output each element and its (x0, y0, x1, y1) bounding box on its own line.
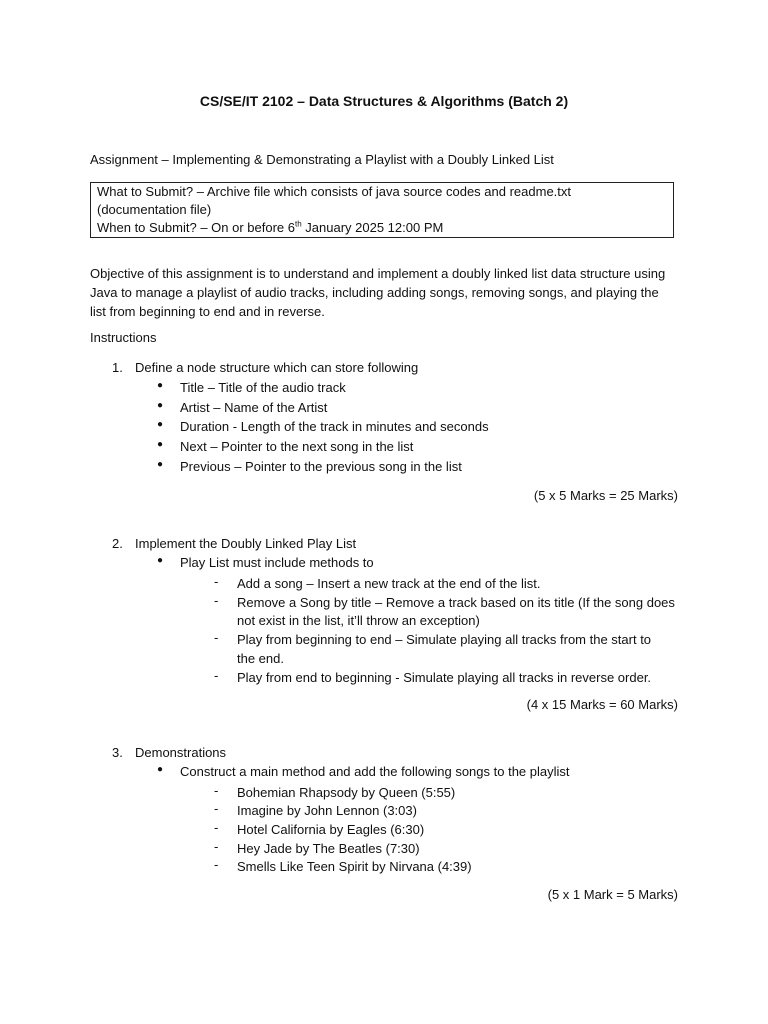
list-item: - Bohemian Rhapsody by Queen (5:55) (214, 783, 456, 800)
dash-icon: - (214, 801, 219, 816)
what-to-submit-line-2: (documentation file) (97, 202, 212, 217)
what-to-submit-line: What to Submit? – Archive file which consists of java source codes and readme.txt (97, 184, 572, 199)
bullet-icon: ● (157, 419, 164, 430)
dash-icon: - (214, 820, 219, 835)
list-item: - Play from end to beginning - Simulate playing all tracks in reverse order. (214, 668, 652, 685)
section-2-marks: (4 x 15 Marks = 60 Marks) (526, 697, 678, 712)
course-title: CS/SE/IT 2102 – Data Structures & Algorithms (Batch 2) (199, 93, 569, 109)
list-item: - Smells Like Teen Spirit by Nirvana (4:39) (214, 857, 472, 874)
list-item: - Hey Jade by The Beatles (7:30) (214, 839, 420, 856)
bullet-icon: ● (157, 764, 164, 775)
section-3-marks: (5 x 1 Mark = 5 Marks) (547, 887, 678, 902)
bullet-icon: ● (157, 439, 164, 450)
dash-icon: - (214, 668, 219, 683)
submission-box (90, 182, 674, 238)
list-item: ● Title – Title of the audio track (157, 380, 346, 395)
list-item: ● Play List must include methods to (157, 555, 374, 570)
list-item-continuation: the end. (237, 651, 284, 666)
section-2-header: 2. Implement the Doubly Linked Play List (112, 536, 357, 551)
objective-paragraph: Objective of this assignment is to understand and implement a doubly linked list data structure using Java to manage a playlist of audio tracks, including adding songs, removing songs, and playing the list from beginning to end and in reverse. (90, 266, 666, 319)
list-item: ● Artist – Name of the Artist (157, 400, 328, 415)
section-1-marks: (5 x 5 Marks = 25 Marks) (533, 488, 678, 503)
bullet-icon: ● (157, 380, 164, 391)
dash-icon: - (214, 593, 219, 608)
bullet-icon: ● (157, 400, 164, 411)
list-item: ● Previous – Pointer to the previous song in the list (157, 459, 462, 474)
dash-icon: - (214, 783, 219, 798)
list-item: - Remove a Song by title – Remove a track based on its title (If the song does (214, 593, 675, 610)
dash-icon: - (214, 574, 219, 589)
list-item: - Play from beginning to end – Simulate playing all tracks from the start to (214, 630, 652, 647)
list-item: ● Next – Pointer to the next song in the list (157, 439, 414, 454)
list-item-continuation: not exist in the list, it’ll throw an exception) (237, 613, 480, 628)
list-item: - Hotel California by Eagles (6:30) (214, 820, 425, 837)
dash-icon: - (214, 839, 219, 854)
dash-icon: - (214, 630, 219, 645)
list-item: - Imagine by John Lennon (3:03) (214, 801, 417, 818)
dash-icon: - (214, 857, 219, 872)
when-to-submit-line: When to Submit? – On or before 6th January 2025 12:00 PM (97, 219, 444, 235)
bullet-icon: ● (157, 555, 164, 566)
list-item: ● Construct a main method and add the following songs to the playlist (157, 764, 570, 779)
list-item: - Add a song – Insert a new track at the end of the list. (214, 574, 541, 591)
assignment-title: Assignment – Implementing & Demonstrating a Playlist with a Doubly Linked List (90, 152, 554, 167)
instructions-heading: Instructions (90, 330, 157, 345)
section-3-header: 3. Demonstrations (112, 745, 227, 760)
list-item: ● Duration - Length of the track in minutes and seconds (157, 419, 489, 434)
section-1-header: 1. Define a node structure which can store following (112, 360, 419, 375)
bullet-icon: ● (157, 459, 164, 470)
